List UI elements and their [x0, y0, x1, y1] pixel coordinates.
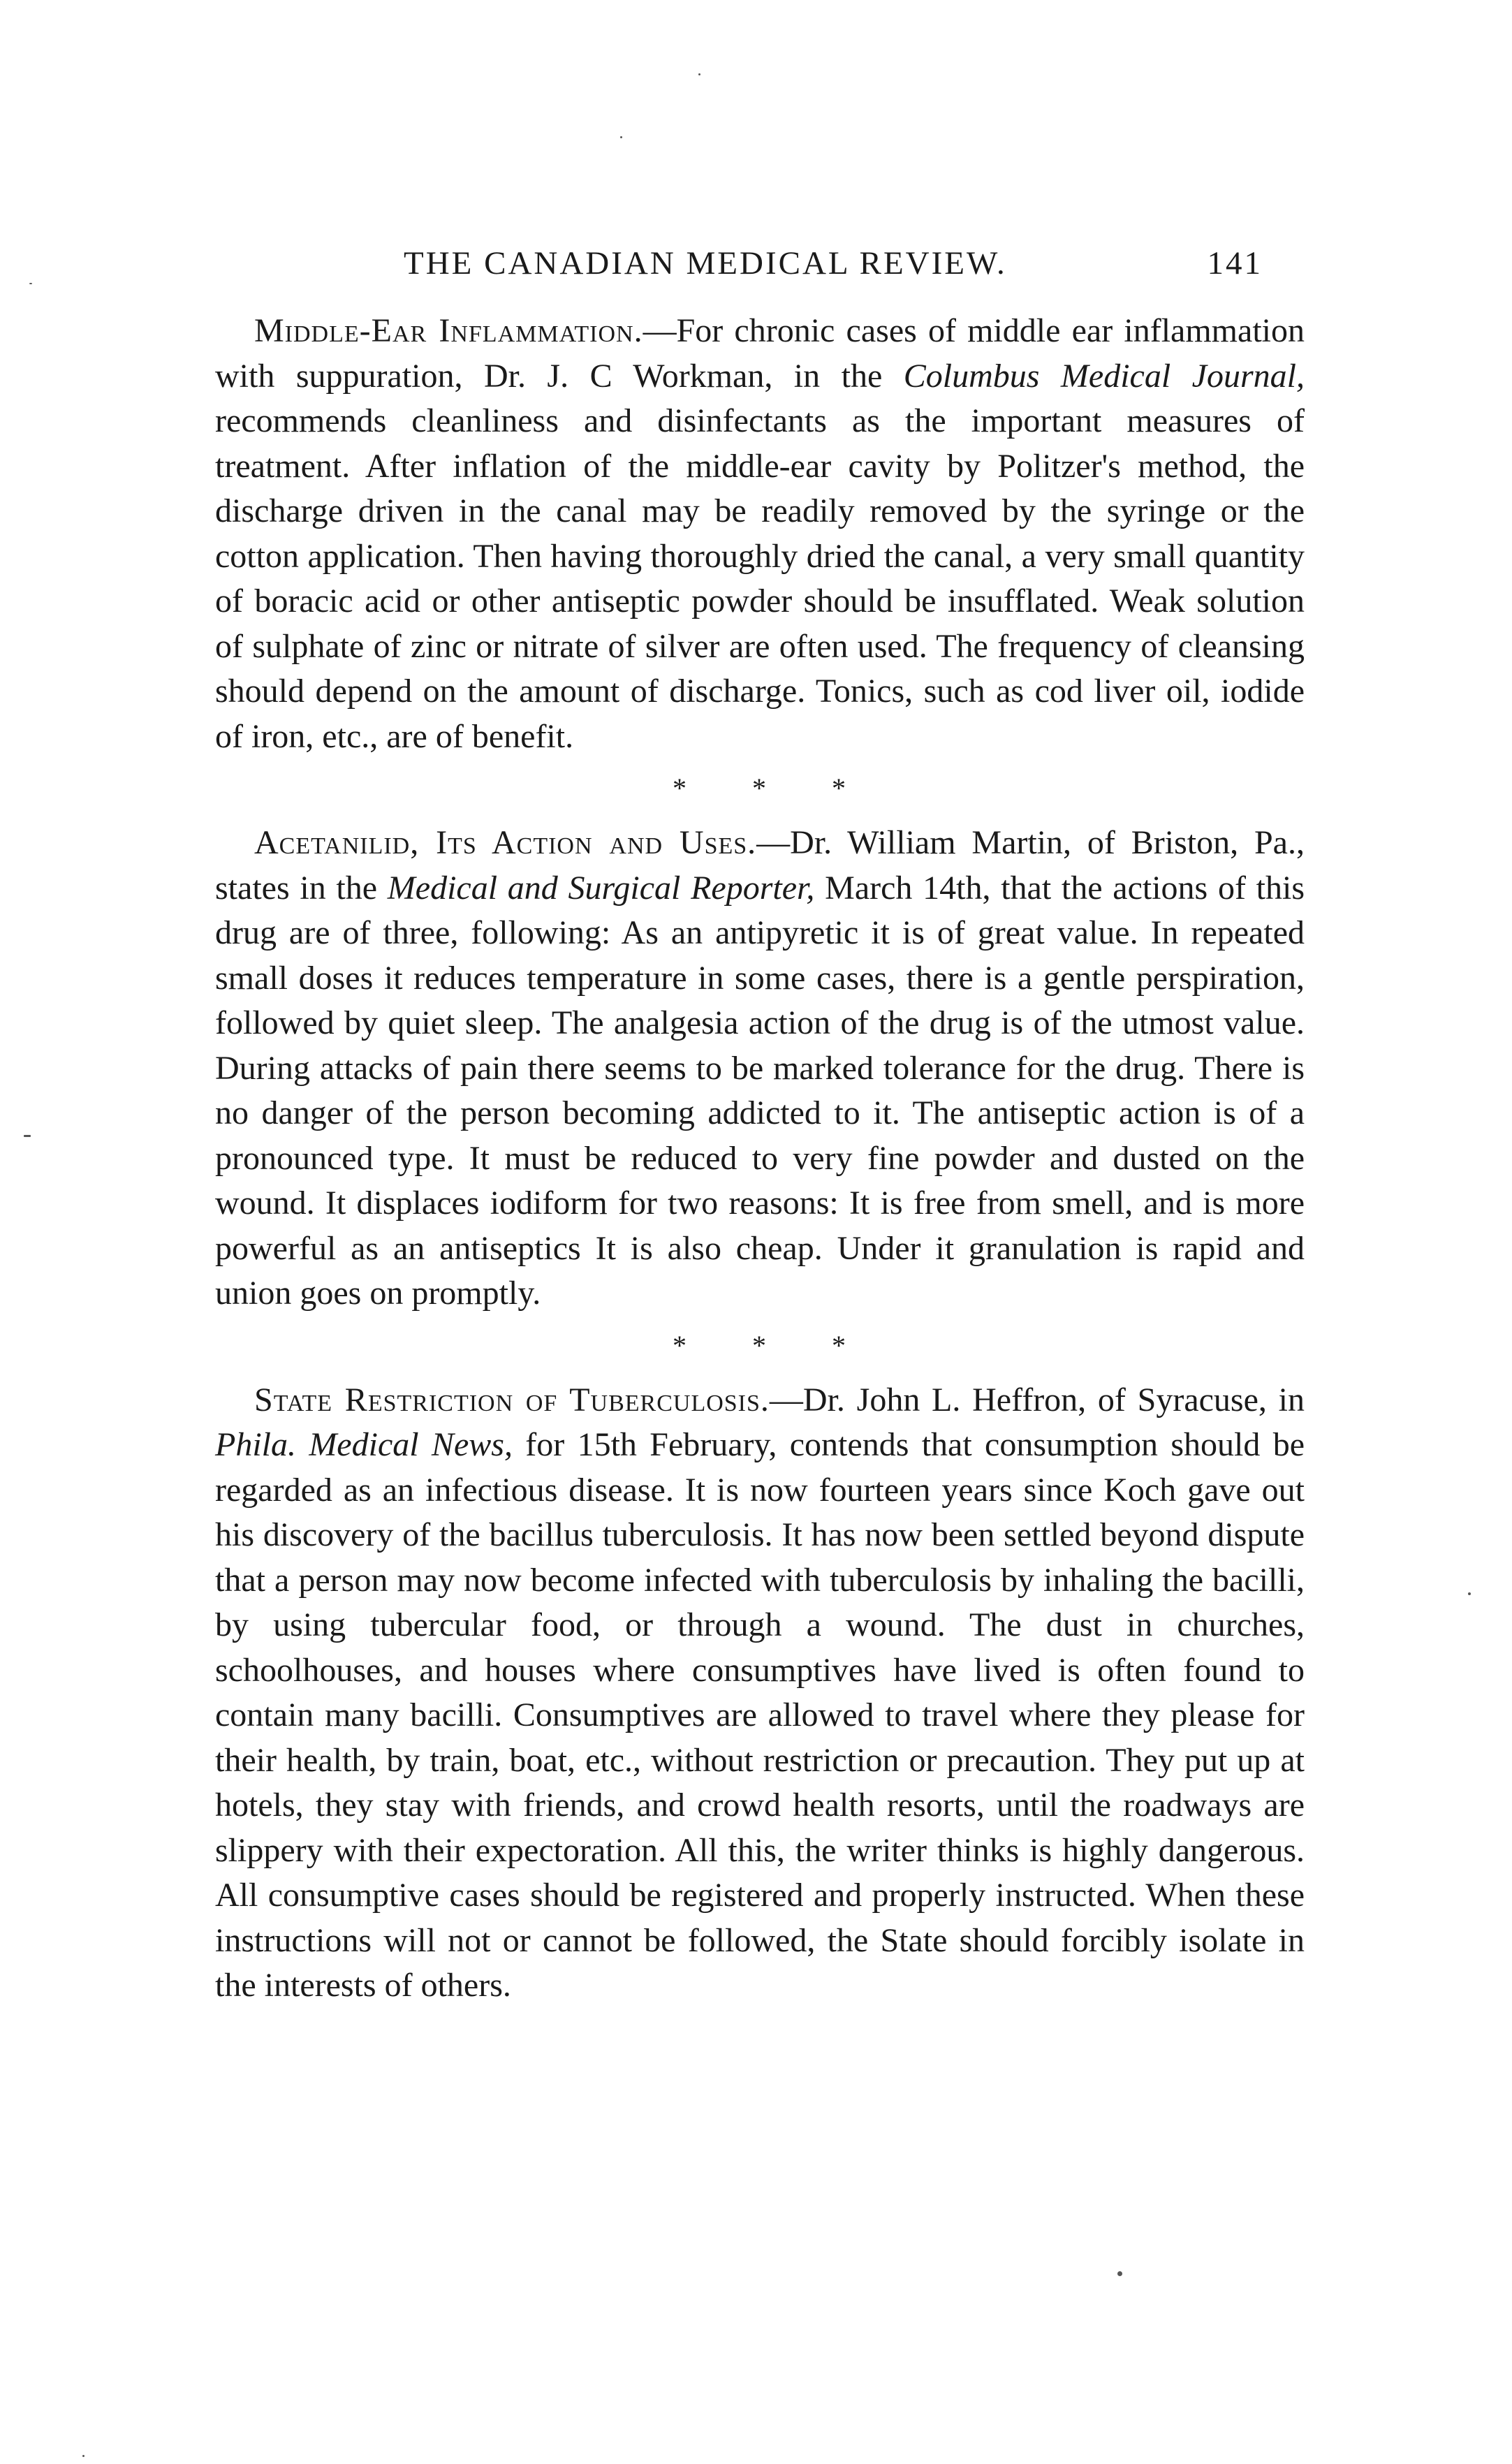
- cited-journal: Phila. Medical News,: [215, 1426, 513, 1463]
- journal-title: THE CANADIAN MEDICAL REVIEW.: [404, 245, 1007, 281]
- journal-page: [215, 244, 1305, 2009]
- scan-speck: [698, 73, 700, 75]
- article-paragraph: [215, 821, 1305, 1317]
- article-paragraph: [215, 1378, 1305, 2009]
- article-text: for 15th February, contends that consumption should be regarded as an infectious disease. It is now fourteen years since Koch gave out his discovery of the bacillus tuberculosis. It has now been settled beyond dispute that a person may now become infected with tuberculosis by inhaling the bacilli, by using tubercular food, or through a wound. The dust in churches, schoolhouses, and houses where consumptives have lived is often found to contain many bacilli. Consumptives are allowed to travel where they please for their health, by train, boat, etc., without restriction or precaution. They put up at hotels, they stay with friends, and crowd health resorts, until the roadways are slippery with their expectoration. All this, the writer thinks is highly dangerous. All consumptive cases should be registered and properly instructed. When these instructions will not or cannot be followed, the State should forcibly isolate in the interests of others.: [215, 1426, 1305, 2004]
- scan-speck: [82, 2455, 85, 2457]
- scan-speck: [1117, 2271, 1122, 2276]
- article-text: —Dr. John L. Heffron, of Syracuse, in: [769, 1381, 1305, 1418]
- article-acetanilid: [215, 821, 1305, 1317]
- article-text: recommends cleanliness and disinfectants as the important measures of treatment. After inflation of the middle-ear cavity by Politzer's method, the discharge driven in the canal may be readily removed by the syringe or the cotton application. Then having thoroughly dried the canal, a very small quantity of boracic acid or other antiseptic powder should be insufflated. Weak solution of sulphate of zinc or nitrate of silver are often used. The frequency of cleansing should depend on the amount of discharge. Tonics, such as cod liver oil, iodide of iron, etc., are of benefit.: [215, 402, 1305, 755]
- article-heading: Acetanilid, Its Action and Uses.: [254, 824, 757, 861]
- page-number: 141: [1207, 245, 1263, 281]
- article-text: —Dr. William Martin, of Briston, Pa., states in the: [215, 824, 1305, 907]
- article-middle-ear-inflammation: [215, 309, 1305, 759]
- section-separator: * * *: [673, 1329, 875, 1361]
- article-heading: Middle-Ear Inflammation.: [254, 312, 643, 349]
- scan-speck: [620, 136, 622, 138]
- article-state-restriction-tuberculosis: [215, 1378, 1305, 2009]
- cited-journal: Columbus Medical Journal,: [903, 357, 1305, 395]
- article-text: March 14th, that the actions of this drug are of three, following: As an antipyretic it is of great value. In repeated small doses it reduces temperature in some cases, there is a gentle perspiration, followed by quiet sleep. The analgesia action of the drug is of the utmost value. During attacks of pain there seems to be marked tolerance for the drug. There is no danger of the person becoming addicted to it. The antiseptic action is of a pronounced type. It must be reduced to very fine powder and dusted on the wound. It displaces iodiform for two reasons: It is free from smell, and is more powerful as an antiseptics It is also cheap. Under it granulation is rapid and union goes on promptly.: [215, 869, 1305, 1312]
- scan-speck: [29, 283, 32, 284]
- section-separator: * * *: [673, 772, 875, 804]
- article-heading: State Restriction of Tuberculosis.: [254, 1381, 770, 1418]
- scan-speck: [24, 1135, 31, 1137]
- article-paragraph: [215, 309, 1305, 759]
- article-text: —For chronic cases of middle ear inflammation with suppuration, Dr. J. C Workman, in the: [215, 312, 1305, 395]
- scan-speck: [1468, 1592, 1471, 1595]
- running-head: [215, 244, 1305, 293]
- cited-journal: Medical and Surgical Reporter,: [387, 869, 815, 907]
